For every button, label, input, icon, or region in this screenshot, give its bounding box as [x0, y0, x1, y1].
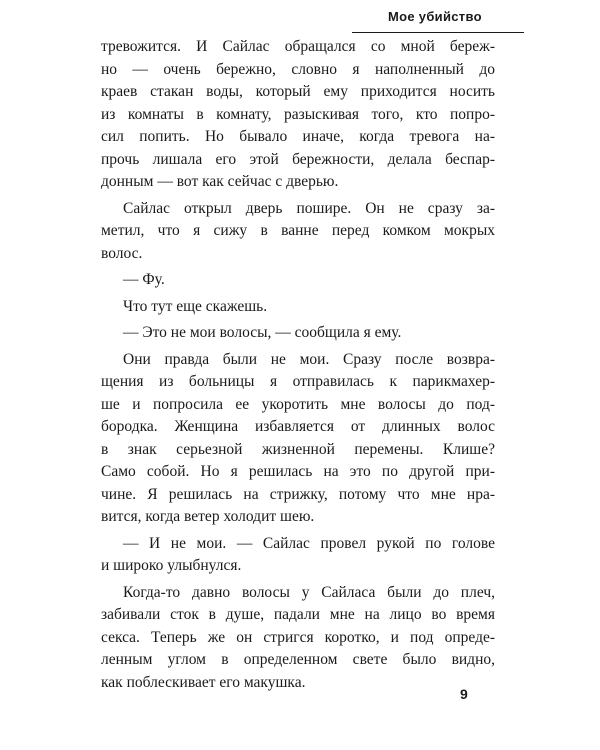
- dialogue-line: — И не мои. — Сайлас провел рукой по голове: [123, 534, 495, 552]
- text-line: Само собой. Но я решилась на это по другой при-: [101, 463, 495, 480]
- running-title: Мое убийство: [388, 9, 482, 24]
- text-line: донным — вот как сейчас с дверью.: [101, 173, 339, 190]
- text-line: волос.: [101, 244, 143, 262]
- text-line: щения из больницы я отправилась к парикмахер-: [101, 373, 495, 390]
- text-line: забивали сток в душе, падали мне на лицо во время: [101, 606, 495, 623]
- text-line: вится, когда ветер холодит шею.: [101, 508, 315, 525]
- text-line: прочь лишала его этой бережности, делала беспар-: [101, 150, 495, 168]
- text-line: сил попить. Но бывало иначе, когда тревога на-: [101, 128, 495, 145]
- text-line: ленным углом в определенном свете было видно,: [101, 651, 495, 668]
- text-line: Когда-то давно волосы у Сайласа были до плеч,: [123, 583, 495, 601]
- text-line: тревожится. И Сайлас обращался со мной береж-: [101, 38, 495, 55]
- text-line: секса. Теперь же он стригся коротко, и под опреде-: [101, 628, 495, 646]
- text-line: ше и попросила ее укоротить мне волосы до под-: [101, 395, 495, 413]
- text-line: Они правда были не мои. Сразу после возвра-: [123, 350, 495, 368]
- page-number: 9: [460, 686, 468, 702]
- text-line: краев стакан воды, который ему приходится носить: [101, 83, 495, 100]
- text-line: Что тут еще скажешь.: [123, 297, 268, 315]
- dialogue-line: — Фу.: [123, 271, 165, 288]
- text-line: бородка. Женщина избавляется от длинных волос: [101, 418, 495, 435]
- text-line: метил, что я сижу в ванне перед комком мокрых: [101, 222, 495, 239]
- dialogue-line: — Это не мои волосы, — сообщила я ему.: [123, 324, 402, 341]
- text-line: но — очень бережно, словно я наполненный до: [101, 60, 495, 78]
- header-rule: [352, 32, 524, 33]
- text-line: как поблескивает его макушка.: [101, 673, 306, 691]
- text-line: из комнаты в комнату, разыскивая того, кто попро-: [101, 105, 495, 123]
- text-line: в знак серьезной жизненной перемены. Клише?: [101, 440, 495, 458]
- text-line: чине. Я решилась на стрижку, потому что мне нра-: [101, 485, 495, 503]
- text-line: Сайлас открыл дверь пошире. Он не сразу за-: [123, 199, 495, 217]
- text-line: и широко улыбнулся.: [101, 557, 242, 574]
- body-text: [101, 36, 495, 694]
